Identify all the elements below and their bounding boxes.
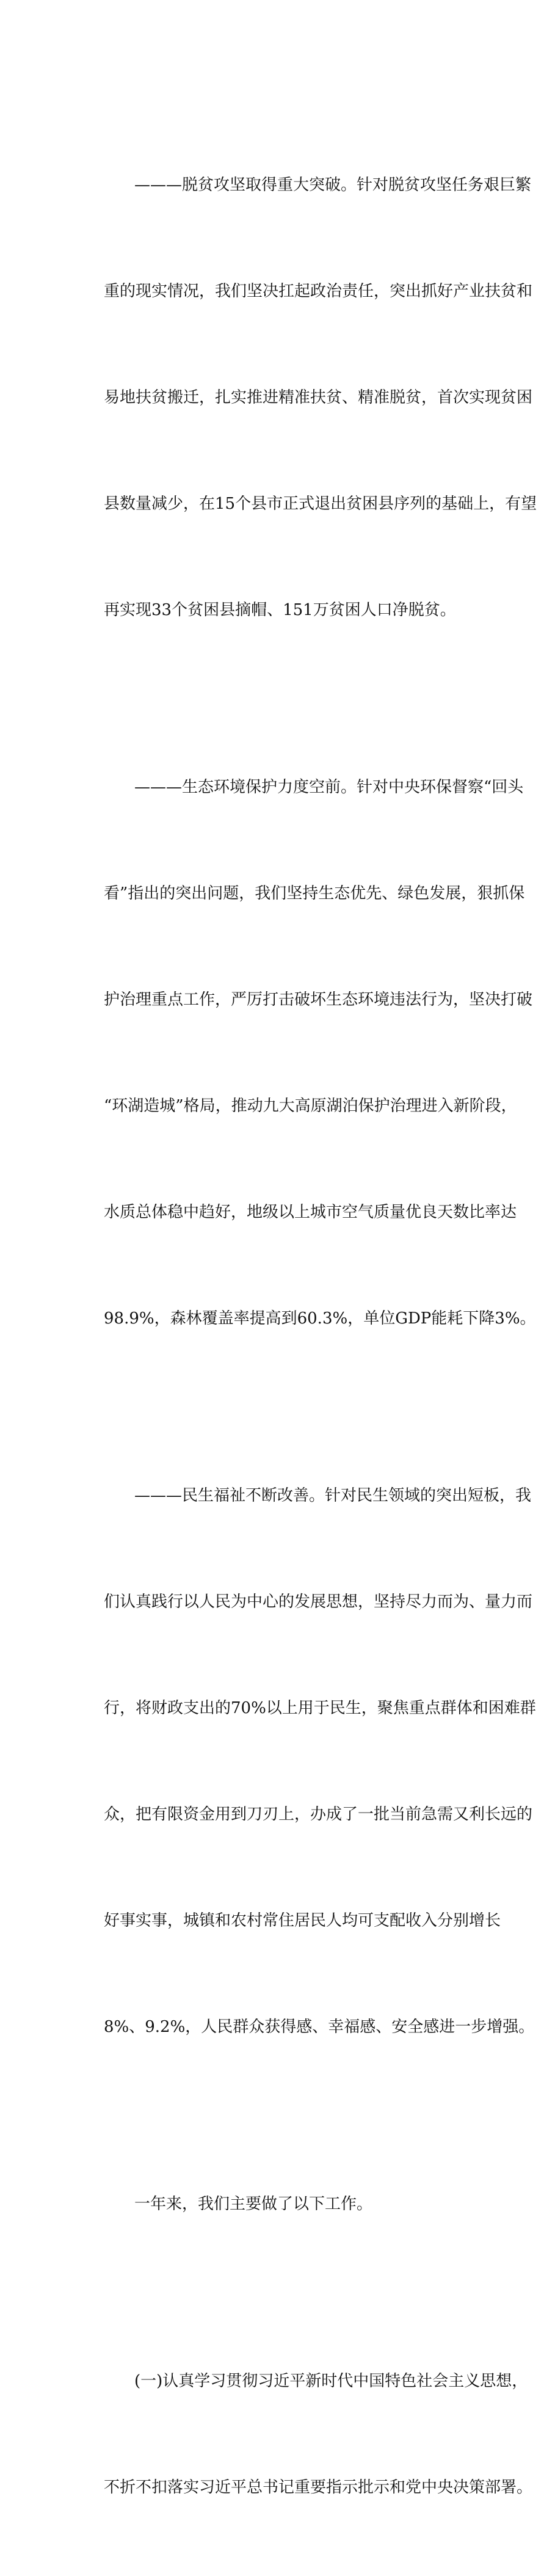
text-line: “环湖造城”格局，推动九大高原湖泊保护治理进入新阶段， <box>104 1097 517 1115</box>
paragraph-poverty-alleviation <box>74 96 537 699</box>
paragraph-ecological-protection <box>74 699 536 1407</box>
text-line: ———脱贫攻坚取得重大突破。针对脱贫攻坚任务艰巨繁 <box>134 176 532 194</box>
text-line: (一)认真学习贯彻习近平新时代中国特色社会主义思想， <box>134 2372 528 2390</box>
text-line: ———民生福祉不断改善。针对民生领域的突出短板，我 <box>134 1486 532 1505</box>
text-line: 行，将财政支出的70%以上用于民生，聚焦重点群体和困难群 <box>104 1699 536 1717</box>
text-line: 一年来，我们主要做了以下工作。 <box>134 2195 373 2213</box>
text-line: 易地扶贫搬迁，扎实推进精准扶贫、精准脱贫，首次实现贫困 <box>104 388 533 407</box>
text-line: 水质总体稳中趋好，地级以上城市空气质量优良天数比率达 <box>104 1203 517 1221</box>
text-line: ———生态环境保护力度空前。针对中央环保督察“回头 <box>134 778 524 796</box>
paragraph-section-one <box>74 2293 533 2576</box>
text-line: 好事实事，城镇和农村常住居民人均可支配收入分别增长 <box>104 1912 501 1930</box>
text-line: 再实现33个贫困县摘帽、151万贫困人口净脱贫。 <box>104 601 456 619</box>
text-line: 看”指出的突出问题，我们坚持生态优先、绿色发展，狠抓保 <box>104 884 525 903</box>
text-line: 众，把有限资金用到刀刃上，办成了一批当前急需又利长远的 <box>104 1805 533 1824</box>
text-line: 县数量减少，在15个县市正式退出贫困县序列的基础上，有望 <box>104 495 537 513</box>
document-body <box>74 96 537 2576</box>
text-line: 们认真践行以人民为中心的发展思想，坚持尽力而为、量力而 <box>104 1593 533 1611</box>
text-line: 重的现实情况，我们坚决扛起政治责任，突出抓好产业扶贫和 <box>104 282 533 300</box>
text-line: 98.9%，森林覆盖率提高到60.3%，单位GDP能耗下降3%。 <box>104 1309 536 1328</box>
text-line: 不折不扣落实习近平总书记重要指示批示和党中央决策部署。 <box>104 2478 533 2497</box>
text-line: 护治理重点工作，严厉打击破坏生态环境违法行为，坚决打破 <box>104 991 533 1009</box>
text-line: 8%、9.2%，人民群众获得感、幸福感、安全感进一步增强。 <box>104 2018 535 2036</box>
paragraph-livelihood <box>74 1407 536 2116</box>
paragraph-summary <box>74 2116 490 2293</box>
